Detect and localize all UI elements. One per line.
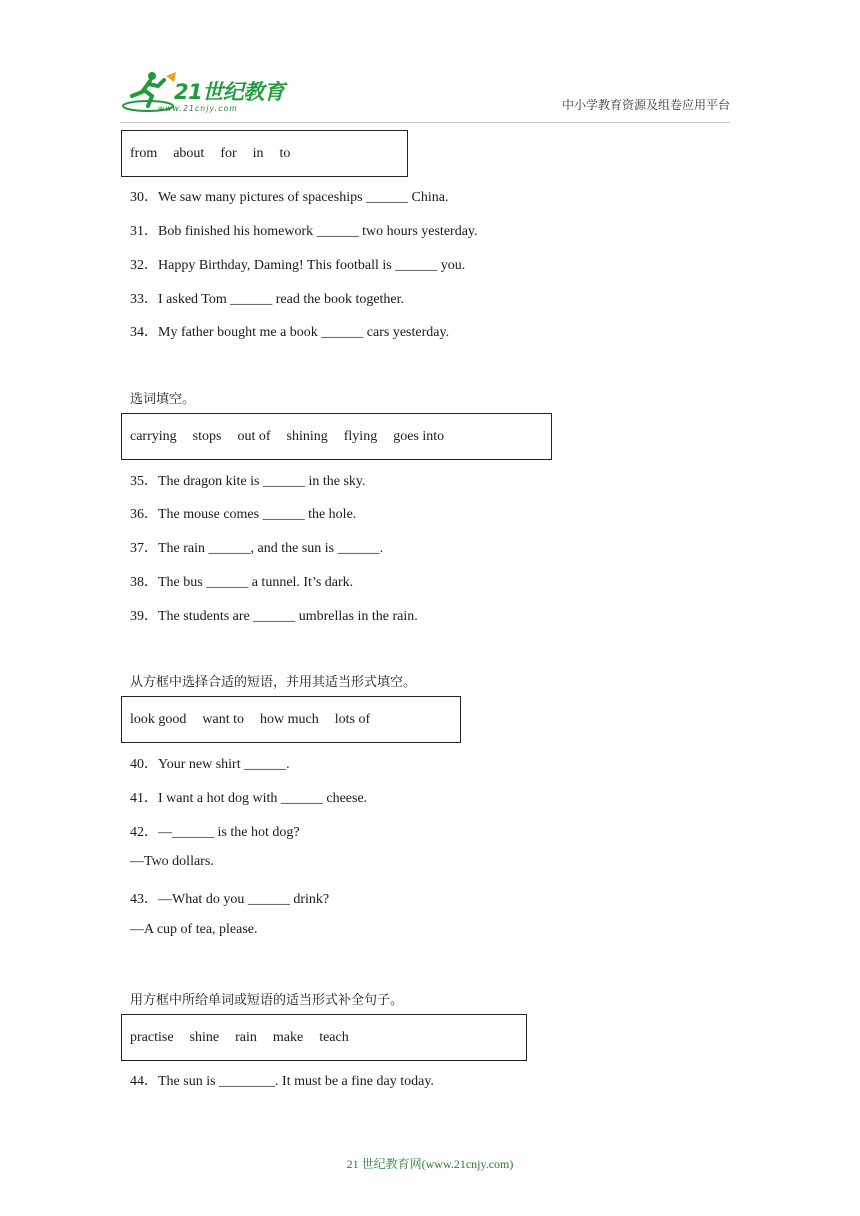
- question-40: 40．Your new shirt ______.: [130, 757, 290, 772]
- question-34: 34．My father bought me a book ______ cars yesterday.: [130, 325, 450, 340]
- question-44: 44．The sun is ________. It must be a fine day today.: [130, 1074, 434, 1089]
- question-37: 37．The rain ______, and the sun is ______.: [130, 541, 384, 556]
- word-bank-item: how much: [260, 711, 319, 727]
- word-bank-item: practise: [130, 1029, 174, 1045]
- word-bank-item: to: [279, 145, 291, 161]
- question-41: 41．I want a hot dog with ______ cheese.: [130, 791, 368, 806]
- instruction-3: 从方框中选择合适的短语，并用其适当形式填空。: [130, 675, 417, 690]
- page-footer: 21 世纪教育网(www.21cnjy.com): [346, 1157, 514, 1171]
- word-bank-item: stops: [192, 428, 222, 444]
- word-bank-item: carrying: [130, 428, 177, 444]
- question-42: 42．—______ is the hot dog?: [130, 825, 300, 840]
- word-box-1: [121, 130, 408, 177]
- word-bank-item: shine: [189, 1029, 220, 1045]
- question-39: 39．The students are ______ umbrellas in the rain.: [130, 609, 418, 624]
- word-bank-item: in: [252, 145, 264, 161]
- logo-text: 21世纪教育: [174, 80, 285, 104]
- question-30: 30．We saw many pictures of spaceships ______ China.: [130, 190, 449, 205]
- word-bank-item: look good: [130, 711, 187, 727]
- word-box-3: [121, 696, 461, 743]
- logo-url: www.21cnjy.com: [158, 104, 238, 113]
- question-36: 36．The mouse comes ______ the hole.: [130, 507, 357, 522]
- word-bank-item: make: [272, 1029, 304, 1045]
- word-bank-item: flying: [343, 428, 378, 444]
- word-bank-item: goes into: [393, 428, 445, 444]
- word-box-4: [121, 1014, 527, 1061]
- word-bank-item: for: [220, 145, 237, 161]
- question-38: 38．The bus ______ a tunnel. It’s dark.: [130, 575, 354, 590]
- question-35: 35．The dragon kite is ______ in the sky.: [130, 474, 366, 489]
- instruction-4: 用方框中所给单词或短语的适当形式补全句子。: [130, 993, 404, 1008]
- question-31: 31．Bob finished his homework ______ two hours yesterday.: [130, 224, 478, 239]
- instruction-2: 选词填空。: [130, 392, 196, 407]
- question-33: 33．I asked Tom ______ read the book together.: [130, 292, 405, 307]
- logo: [122, 70, 292, 118]
- word-bank-item: from: [130, 145, 158, 161]
- answer-42: —Two dollars.: [130, 854, 214, 869]
- word-bank-item: shining: [286, 428, 328, 444]
- word-bank-item: about: [173, 145, 205, 161]
- word-bank-item: want to: [202, 711, 244, 727]
- word-bank-item: lots of: [334, 711, 371, 727]
- header-tagline: 中小学教育资源及组卷应用平台: [561, 98, 730, 112]
- question-32: 32．Happy Birthday, Daming! This football is ______ you.: [130, 258, 466, 273]
- word-bank-item: teach: [319, 1029, 349, 1045]
- word-box-2: [121, 413, 552, 460]
- word-bank-item: out of: [237, 428, 271, 444]
- question-43: 43．—What do you ______ drink?: [130, 892, 330, 907]
- word-bank-item: rain: [235, 1029, 257, 1045]
- header-divider: [120, 122, 730, 123]
- answer-43: —A cup of tea, please.: [130, 922, 258, 937]
